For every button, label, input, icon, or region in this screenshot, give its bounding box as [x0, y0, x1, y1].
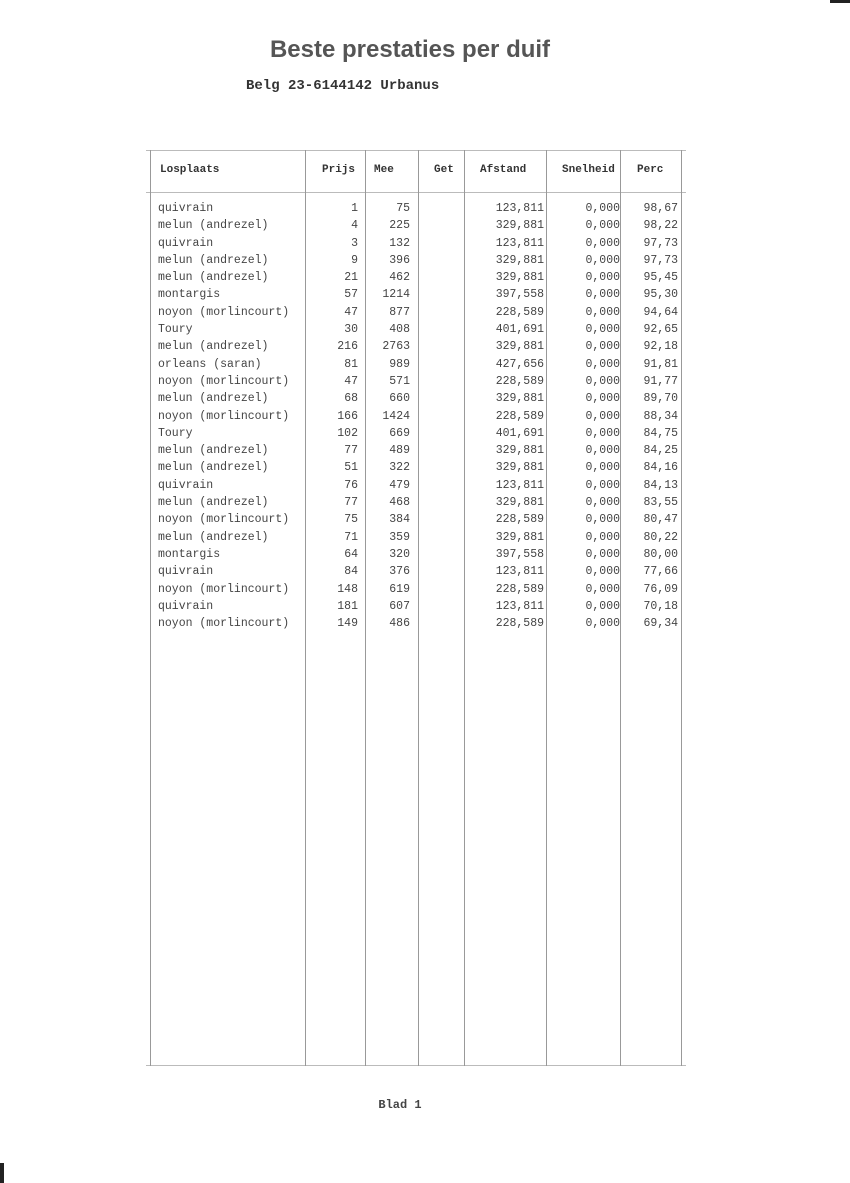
cell-afstand: 123,811: [495, 478, 544, 492]
page-title: Beste prestaties per duif: [269, 36, 551, 63]
cell-perc: 92,18: [643, 340, 678, 354]
cell-perc: 84,75: [643, 426, 678, 440]
table-row: [146, 237, 686, 254]
page-number: Blad 1: [378, 1098, 422, 1112]
cell-perc: 70,18: [643, 599, 678, 613]
cell-perc: 95,30: [643, 288, 678, 302]
cell-afstand: 401,691: [495, 323, 544, 337]
table-row: [146, 392, 686, 409]
cell-afstand: 397,558: [495, 547, 544, 561]
cell-afstand: 329,881: [495, 253, 544, 267]
table-row: [146, 548, 686, 565]
header-afstand: Afstand: [480, 164, 527, 176]
cell-snelheid: 0,000: [585, 599, 620, 613]
cell-losplaats: melun (andrezel): [158, 253, 269, 267]
cell-mee: 320: [389, 547, 410, 561]
cell-mee: 1424: [382, 409, 410, 423]
table-row: [146, 202, 686, 219]
cell-losplaats: quivrain: [158, 478, 214, 492]
results-table: [146, 150, 686, 1066]
cell-snelheid: 0,000: [585, 202, 620, 215]
cell-losplaats: melun (andrezel): [158, 444, 269, 458]
header-mee: Mee: [374, 164, 394, 176]
cell-prijs: 149: [337, 617, 358, 631]
table-row: [146, 565, 686, 582]
cell-perc: 80,47: [643, 513, 678, 527]
table-body: [146, 202, 686, 634]
cell-snelheid: 0,000: [585, 409, 620, 423]
cell-losplaats: noyon (morlincourt): [158, 582, 290, 596]
cell-mee: 132: [389, 236, 410, 250]
cell-mee: 376: [389, 565, 410, 579]
cell-losplaats: melun (andrezel): [158, 392, 269, 406]
cell-perc: 89,70: [643, 392, 678, 406]
table-row: [146, 427, 686, 444]
cell-mee: 359: [389, 530, 410, 544]
cell-losplaats: noyon (morlincourt): [158, 513, 290, 527]
cell-prijs: 77: [344, 496, 358, 510]
table-row: [146, 375, 686, 392]
cell-prijs: 71: [344, 530, 358, 544]
cell-losplaats: melun (andrezel): [158, 219, 269, 233]
cell-losplaats: Toury: [158, 426, 193, 440]
cell-prijs: 102: [337, 426, 358, 440]
cell-mee: 2763: [382, 340, 410, 354]
table-row: [146, 496, 686, 513]
cell-snelheid: 0,000: [585, 496, 620, 510]
cell-losplaats: melun (andrezel): [158, 340, 269, 354]
cell-snelheid: 0,000: [585, 582, 620, 596]
table-row: [146, 219, 686, 236]
table-row: [146, 271, 686, 288]
cell-losplaats: Toury: [158, 323, 193, 337]
cell-snelheid: 0,000: [585, 236, 620, 250]
cell-afstand: 329,881: [495, 340, 544, 354]
cell-afstand: 329,881: [495, 461, 544, 475]
cell-afstand: 123,811: [495, 599, 544, 613]
cell-snelheid: 0,000: [585, 617, 620, 631]
cell-mee: 225: [389, 219, 410, 233]
cell-snelheid: 0,000: [585, 513, 620, 527]
cell-mee: 619: [389, 582, 410, 596]
table-row: [146, 323, 686, 340]
cell-prijs: 77: [344, 444, 358, 458]
cell-afstand: 329,881: [495, 271, 544, 285]
cell-losplaats: noyon (morlincourt): [158, 617, 290, 631]
cell-perc: 91,81: [643, 357, 678, 371]
cell-prijs: 47: [344, 305, 358, 319]
cell-losplaats: melun (andrezel): [158, 530, 269, 544]
table-row: [146, 254, 686, 271]
cell-perc: 80,22: [643, 530, 678, 544]
cell-perc: 97,73: [643, 236, 678, 250]
cell-mee: 669: [389, 426, 410, 440]
cell-perc: 77,66: [643, 565, 678, 579]
cell-mee: 486: [389, 617, 410, 631]
cell-losplaats: noyon (morlincourt): [158, 409, 290, 423]
cell-mee: 571: [389, 374, 410, 388]
cell-prijs: 68: [344, 392, 358, 406]
cell-prijs: 51: [344, 461, 358, 475]
table-row: [146, 617, 686, 634]
cell-losplaats: noyon (morlincourt): [158, 305, 290, 319]
cell-afstand: 228,589: [495, 409, 544, 423]
cell-snelheid: 0,000: [585, 426, 620, 440]
cell-snelheid: 0,000: [585, 357, 620, 371]
cell-perc: 92,65: [643, 323, 678, 337]
cell-snelheid: 0,000: [585, 392, 620, 406]
cell-afstand: 397,558: [495, 288, 544, 302]
cell-perc: 98,22: [643, 219, 678, 233]
cell-snelheid: 0,000: [585, 547, 620, 561]
cell-prijs: 84: [344, 565, 358, 579]
cell-mee: 408: [389, 323, 410, 337]
header-divider: [146, 192, 686, 193]
cell-perc: 84,16: [643, 461, 678, 475]
cell-prijs: 1: [351, 202, 358, 215]
header-prijs: Prijs: [322, 164, 356, 176]
table-row: [146, 479, 686, 496]
cell-afstand: 401,691: [495, 426, 544, 440]
table-row: [146, 600, 686, 617]
cell-prijs: 21: [344, 271, 358, 285]
cell-losplaats: montargis: [158, 547, 221, 561]
cell-perc: 91,77: [643, 374, 678, 388]
cell-mee: 489: [389, 444, 410, 458]
cell-perc: 76,09: [643, 582, 678, 596]
cell-afstand: 427,656: [495, 357, 544, 371]
cell-prijs: 4: [351, 219, 358, 233]
scan-edge-mark: [830, 0, 850, 3]
cell-perc: 88,34: [643, 409, 678, 423]
cell-prijs: 166: [337, 409, 358, 423]
cell-mee: 479: [389, 478, 410, 492]
table-row: [146, 358, 686, 375]
cell-losplaats: montargis: [158, 288, 221, 302]
cell-prijs: 181: [337, 599, 358, 613]
cell-mee: 462: [389, 271, 410, 285]
cell-snelheid: 0,000: [585, 340, 620, 354]
cell-losplaats: melun (andrezel): [158, 461, 269, 475]
cell-losplaats: noyon (morlincourt): [158, 374, 290, 388]
header-get: Get: [434, 164, 454, 176]
pigeon-id: Belg 23-6144142 Urbanus: [246, 78, 440, 94]
cell-snelheid: 0,000: [585, 478, 620, 492]
table-row: [146, 288, 686, 305]
cell-losplaats: quivrain: [158, 565, 214, 579]
cell-mee: 660: [389, 392, 410, 406]
cell-snelheid: 0,000: [585, 253, 620, 267]
cell-afstand: 123,811: [495, 202, 544, 215]
cell-afstand: 228,589: [495, 617, 544, 631]
cell-afstand: 123,811: [495, 565, 544, 579]
cell-afstand: 329,881: [495, 444, 544, 458]
cell-prijs: 216: [337, 340, 358, 354]
cell-perc: 97,73: [643, 253, 678, 267]
cell-losplaats: melun (andrezel): [158, 496, 269, 510]
cell-afstand: 329,881: [495, 219, 544, 233]
cell-afstand: 228,589: [495, 513, 544, 527]
cell-snelheid: 0,000: [585, 219, 620, 233]
table-row: [146, 444, 686, 461]
table-row: [146, 306, 686, 323]
scan-edge-mark-left: [0, 1163, 4, 1183]
cell-prijs: 81: [344, 357, 358, 371]
cell-mee: 989: [389, 357, 410, 371]
cell-snelheid: 0,000: [585, 323, 620, 337]
cell-perc: 84,13: [643, 478, 678, 492]
cell-mee: 468: [389, 496, 410, 510]
table-row: [146, 513, 686, 530]
cell-afstand: 228,589: [495, 374, 544, 388]
cell-prijs: 9: [351, 253, 358, 267]
cell-perc: 69,34: [643, 617, 678, 631]
cell-afstand: 329,881: [495, 392, 544, 406]
cell-snelheid: 0,000: [585, 530, 620, 544]
table-row: [146, 531, 686, 548]
cell-afstand: 329,881: [495, 530, 544, 544]
table-row: [146, 461, 686, 478]
cell-losplaats: melun (andrezel): [158, 271, 269, 285]
cell-snelheid: 0,000: [585, 271, 620, 285]
cell-snelheid: 0,000: [585, 374, 620, 388]
cell-mee: 1214: [382, 288, 410, 302]
cell-afstand: 228,589: [495, 305, 544, 319]
cell-snelheid: 0,000: [585, 565, 620, 579]
cell-snelheid: 0,000: [585, 461, 620, 475]
cell-snelheid: 0,000: [585, 288, 620, 302]
cell-perc: 84,25: [643, 444, 678, 458]
cell-afstand: 123,811: [495, 236, 544, 250]
table-bottom-border: [146, 1065, 686, 1066]
cell-mee: 322: [389, 461, 410, 475]
cell-perc: 83,55: [643, 496, 678, 510]
cell-losplaats: quivrain: [158, 599, 214, 613]
cell-prijs: 64: [344, 547, 358, 561]
cell-prijs: 76: [344, 478, 358, 492]
cell-prijs: 57: [344, 288, 358, 302]
table-row: [146, 340, 686, 357]
cell-snelheid: 0,000: [585, 444, 620, 458]
cell-prijs: 75: [344, 513, 358, 527]
cell-mee: 877: [389, 305, 410, 319]
cell-prijs: 30: [344, 323, 358, 337]
cell-prijs: 3: [351, 236, 358, 250]
cell-losplaats: quivrain: [158, 202, 214, 215]
cell-perc: 95,45: [643, 271, 678, 285]
table-row: [146, 583, 686, 600]
cell-mee: 75: [396, 202, 410, 215]
cell-perc: 98,67: [643, 202, 678, 215]
cell-prijs: 47: [344, 374, 358, 388]
cell-mee: 396: [389, 253, 410, 267]
cell-perc: 94,64: [643, 305, 678, 319]
cell-losplaats: quivrain: [158, 236, 214, 250]
table-top-border: [146, 150, 686, 151]
cell-prijs: 148: [337, 582, 358, 596]
cell-mee: 384: [389, 513, 410, 527]
cell-afstand: 329,881: [495, 496, 544, 510]
cell-afstand: 228,589: [495, 582, 544, 596]
cell-perc: 80,00: [643, 547, 678, 561]
header-perc: Perc: [637, 164, 664, 176]
cell-snelheid: 0,000: [585, 305, 620, 319]
header-losplaats: Losplaats: [160, 164, 220, 176]
table-row: [146, 410, 686, 427]
header-snelheid: Snelheid: [562, 164, 615, 176]
cell-losplaats: orleans (saran): [158, 357, 262, 371]
cell-mee: 607: [389, 599, 410, 613]
